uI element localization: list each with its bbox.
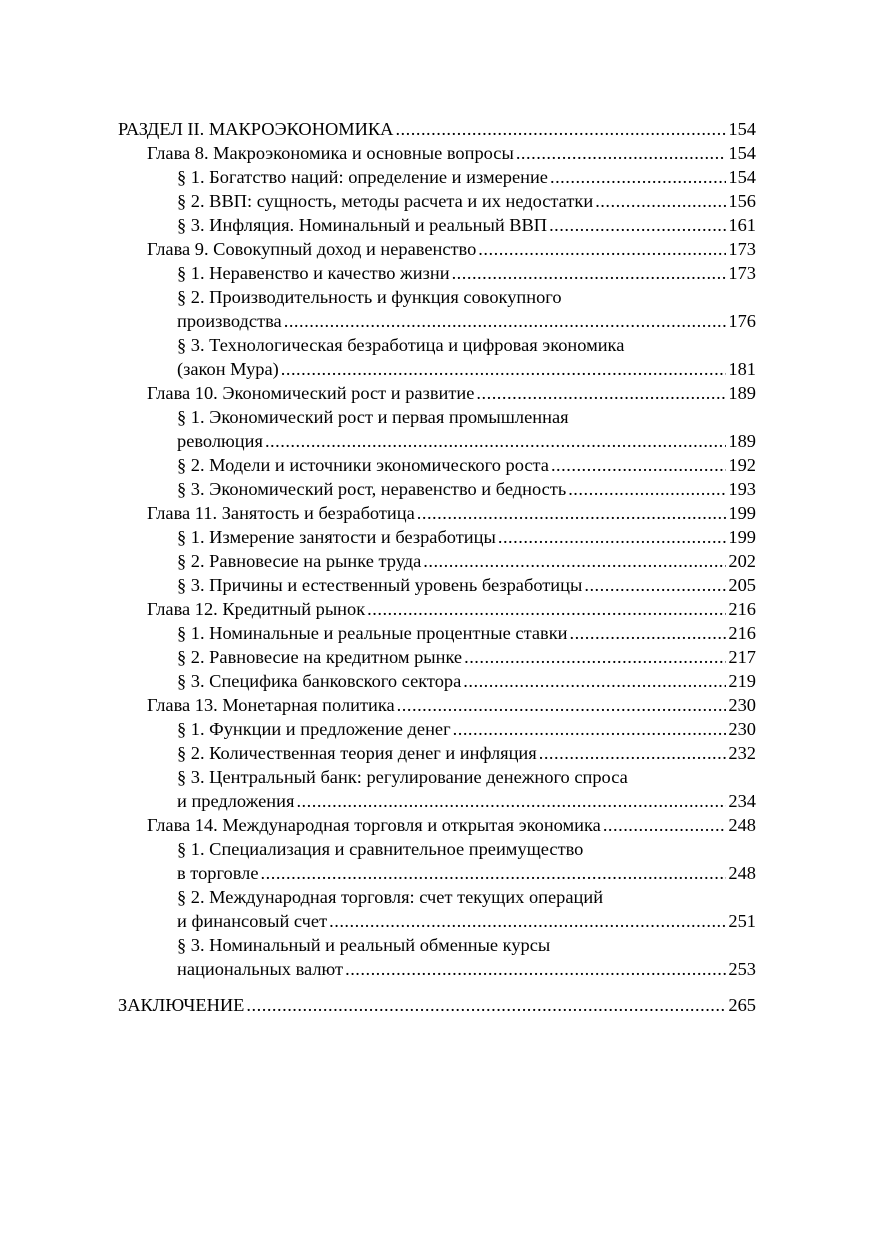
toc-entry-title: ЗАКЛЮЧЕНИЕ (118, 995, 245, 1015)
toc-page-number: 199 (728, 503, 756, 523)
dot-leader (498, 525, 727, 549)
toc-page-number: 173 (728, 263, 756, 283)
toc-page-number: 251 (728, 911, 756, 931)
toc-entry-line (177, 525, 756, 549)
dot-leader (568, 477, 726, 501)
toc-chapter-entry[interactable] (118, 237, 756, 261)
toc-entry-title: Глава 9. Совокупный доход и неравенство (147, 239, 477, 259)
toc-entry-title-first-line: § 1. Экономический рост и первая промышленная (177, 407, 569, 427)
dot-leader (595, 189, 726, 213)
toc-entry-line (147, 597, 756, 621)
toc-entry-line (118, 993, 756, 1017)
toc-chapter-entry[interactable] (118, 381, 756, 405)
toc-page-number: 253 (728, 959, 756, 979)
toc-paragraph-entry[interactable] (118, 717, 756, 741)
toc-entry-title: РАЗДЕЛ II. МАКРОЭКОНОМИКА (118, 119, 394, 139)
toc-paragraph-entry[interactable] (118, 165, 756, 189)
dot-leader (423, 549, 726, 573)
toc-entry-line (147, 501, 756, 525)
toc-page-number: 181 (728, 359, 756, 379)
toc-entry-line (147, 813, 756, 837)
toc-page-number: 265 (728, 995, 756, 1015)
toc-page-number: 156 (728, 191, 756, 211)
toc-chapter-entry[interactable] (118, 597, 756, 621)
toc-entry-line (177, 645, 756, 669)
dot-leader (296, 789, 726, 813)
dot-leader (265, 429, 726, 453)
toc-entry-line (147, 237, 756, 261)
dot-leader (549, 213, 726, 237)
toc-page-number: 217 (728, 647, 756, 667)
table-of-contents (118, 117, 756, 1017)
toc-page-number: 193 (728, 479, 756, 499)
dot-leader (569, 621, 726, 645)
toc-page-number: 199 (728, 527, 756, 547)
toc-chapter-entry[interactable] (118, 141, 756, 165)
toc-entry-title-first-line: § 3. Номинальный и реальный обменные курсы (177, 935, 551, 955)
toc-entry-line (177, 789, 756, 813)
toc-paragraph-entry[interactable] (118, 549, 756, 573)
dot-leader (246, 993, 726, 1017)
toc-entry-title: § 3. Причины и естественный уровень безработицы (177, 575, 583, 595)
toc-entry-title-first-line: § 3. Технологическая безработица и цифровая экономика (177, 335, 625, 355)
dot-leader (345, 957, 726, 981)
toc-entry-title: Глава 12. Кредитный рынок (147, 599, 366, 619)
toc-page-number: 230 (728, 719, 756, 739)
dot-leader (584, 573, 726, 597)
dot-leader (550, 165, 726, 189)
toc-page-number: 161 (728, 215, 756, 235)
toc-entry-line (177, 213, 756, 237)
toc-entry-line (177, 477, 756, 501)
toc-entry-line (147, 381, 756, 405)
toc-entry-title: производства (177, 311, 282, 331)
toc-entry-line (177, 453, 756, 477)
toc-paragraph-entry[interactable] (118, 573, 756, 597)
dot-leader (261, 861, 727, 885)
toc-paragraph-entry[interactable] (118, 837, 756, 885)
dot-leader (395, 117, 726, 141)
dot-leader (281, 357, 727, 381)
dot-leader (539, 741, 727, 765)
toc-entry-title: § 1. Функции и предложение денег (177, 719, 451, 739)
toc-entry-title: Глава 13. Монетарная политика (147, 695, 395, 715)
toc-page-number: 230 (728, 695, 756, 715)
toc-page-number: 234 (728, 791, 756, 811)
toc-section-entry[interactable] (118, 993, 756, 1017)
toc-entry-title: и финансовый счет (177, 911, 328, 931)
toc-paragraph-entry[interactable] (118, 261, 756, 285)
toc-entry-title: (закон Мура) (177, 359, 279, 379)
toc-entry-title: Глава 10. Экономический рост и развитие (147, 383, 475, 403)
toc-entry-line (177, 357, 756, 381)
section-gap (118, 981, 756, 993)
toc-page-number: 202 (728, 551, 756, 571)
toc-paragraph-entry[interactable] (118, 741, 756, 765)
toc-page-number: 205 (728, 575, 756, 595)
toc-page-number: 189 (728, 383, 756, 403)
toc-entry-title-first-line: § 2. Международная торговля: счет текущих операций (177, 887, 604, 907)
toc-entry-title-first-line: § 1. Специализация и сравнительное преимущество (177, 839, 584, 859)
toc-entry-title: § 3. Инфляция. Номинальный и реальный ВВП (177, 215, 548, 235)
toc-paragraph-entry[interactable] (118, 453, 756, 477)
toc-entry-line (177, 165, 756, 189)
toc-entry-title: в торговле (177, 863, 259, 883)
dot-leader (367, 597, 726, 621)
toc-entry-line (118, 117, 756, 141)
toc-paragraph-entry[interactable] (118, 621, 756, 645)
toc-entry-line (177, 621, 756, 645)
toc-section-entry[interactable] (118, 117, 756, 141)
toc-entry-title: § 2. ВВП: сущность, методы расчета и их недостатки (177, 191, 594, 211)
toc-entry-line (147, 693, 756, 717)
toc-entry-line (177, 309, 756, 333)
toc-entry-line (147, 141, 756, 165)
dot-leader (476, 381, 726, 405)
dot-leader (516, 141, 727, 165)
toc-paragraph-entry[interactable] (118, 285, 756, 333)
toc-page-number: 219 (728, 671, 756, 691)
toc-entry-title: § 3. Специфика банковского сектора (177, 671, 462, 691)
dot-leader (284, 309, 727, 333)
toc-paragraph-entry[interactable] (118, 933, 756, 981)
toc-page-number: 154 (728, 167, 756, 187)
toc-entry-line (177, 429, 756, 453)
toc-page-number: 248 (728, 815, 756, 835)
toc-entry-title: § 2. Модели и источники экономического роста (177, 455, 549, 475)
toc-entry-line (177, 909, 756, 933)
dot-leader (464, 645, 726, 669)
dot-leader (603, 813, 727, 837)
toc-entry-title: § 1. Измерение занятости и безработицы (177, 527, 496, 547)
toc-paragraph-entry[interactable] (118, 525, 756, 549)
toc-entry-line (177, 261, 756, 285)
toc-entry-title: революция (177, 431, 263, 451)
dot-leader (453, 717, 727, 741)
toc-entry-title: Глава 8. Макроэкономика и основные вопросы (147, 143, 514, 163)
dot-leader (329, 909, 726, 933)
toc-entry-title-first-line: § 2. Производительность и функция совокупного (177, 287, 562, 307)
toc-page-number: 154 (728, 143, 756, 163)
toc-entry-title: § 2. Равновесие на кредитном рынке (177, 647, 463, 667)
toc-chapter-entry[interactable] (118, 501, 756, 525)
toc-paragraph-entry[interactable] (118, 669, 756, 693)
dot-leader (463, 669, 726, 693)
dot-leader (478, 237, 726, 261)
toc-entry-line (177, 717, 756, 741)
toc-paragraph-entry[interactable] (118, 405, 756, 453)
toc-paragraph-entry[interactable] (118, 189, 756, 213)
toc-page-number: 216 (728, 599, 756, 619)
toc-page-number: 216 (728, 623, 756, 643)
toc-paragraph-entry[interactable] (118, 477, 756, 501)
dot-leader (452, 261, 727, 285)
toc-entry-title: § 3. Экономический рост, неравенство и бедность (177, 479, 567, 499)
toc-page-number: 189 (728, 431, 756, 451)
toc-page-number: 232 (728, 743, 756, 763)
toc-entry-line (177, 549, 756, 573)
toc-entry-title: § 2. Равновесие на рынке труда (177, 551, 422, 571)
toc-paragraph-entry[interactable] (118, 645, 756, 669)
toc-entry-title: Глава 11. Занятость и безработица (147, 503, 415, 523)
dot-leader (417, 501, 727, 525)
dot-leader (397, 693, 727, 717)
toc-paragraph-entry[interactable] (118, 885, 756, 933)
toc-entry-title-first-line: § 3. Центральный банк: регулирование денежного спроса (177, 767, 628, 787)
toc-paragraph-entry[interactable] (118, 765, 756, 813)
toc-entry-title: и предложения (177, 791, 295, 811)
toc-entry-title: § 2. Количественная теория денег и инфляция (177, 743, 537, 763)
toc-entry-line (177, 957, 756, 981)
toc-entry-line (177, 741, 756, 765)
toc-page-number: 154 (728, 119, 756, 139)
toc-page-number: 176 (728, 311, 756, 331)
dot-leader (551, 453, 726, 477)
toc-entry-line (177, 189, 756, 213)
toc-paragraph-entry[interactable] (118, 213, 756, 237)
toc-entry-title: § 1. Номинальные и реальные процентные ставки (177, 623, 568, 643)
toc-paragraph-entry[interactable] (118, 333, 756, 381)
toc-page-number: 173 (728, 239, 756, 259)
toc-entry-title: § 1. Богатство наций: определение и измерение (177, 167, 548, 187)
toc-chapter-entry[interactable] (118, 693, 756, 717)
toc-page-number: 192 (728, 455, 756, 475)
toc-entry-line (177, 573, 756, 597)
toc-chapter-entry[interactable] (118, 813, 756, 837)
toc-entry-line (177, 861, 756, 885)
toc-page-number: 248 (728, 863, 756, 883)
toc-entry-title: § 1. Неравенство и качество жизни (177, 263, 450, 283)
toc-entry-title: Глава 14. Международная торговля и открытая экономика (147, 815, 601, 835)
toc-entry-line (177, 669, 756, 693)
toc-entry-title: национальных валют (177, 959, 344, 979)
